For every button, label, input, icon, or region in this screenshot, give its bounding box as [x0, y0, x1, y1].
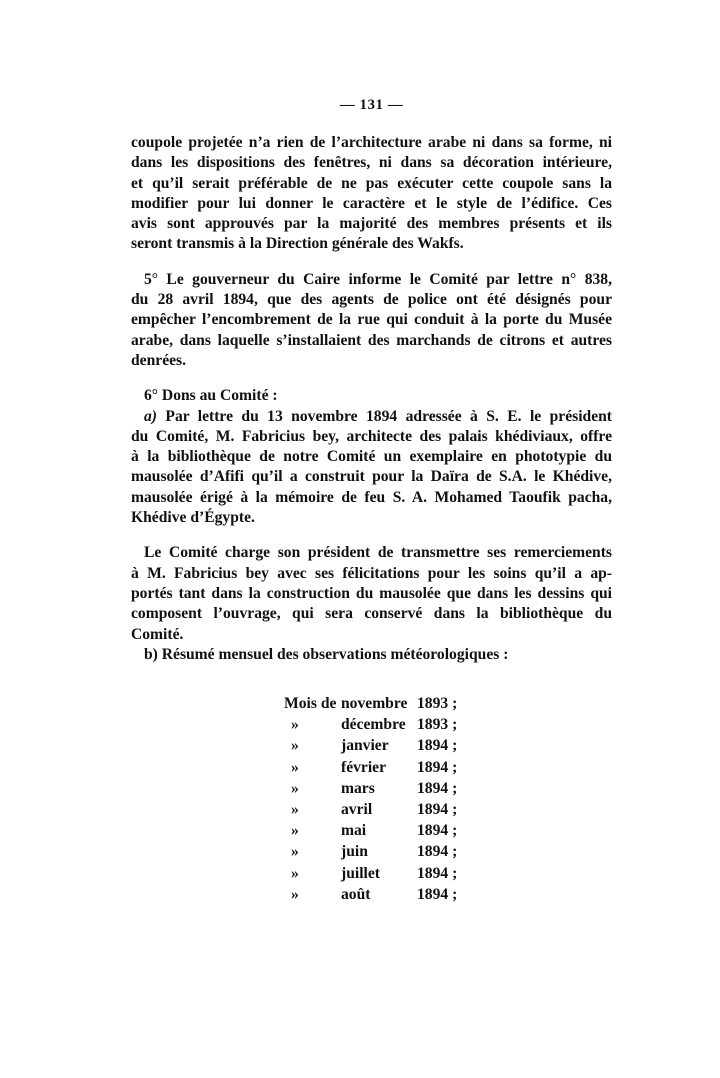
item-marker: a): [144, 407, 157, 425]
month-name: mars: [341, 779, 375, 797]
text-line: à M. Fabricius bey avec ses félicitations pour les soins qu’il a ap-: [131, 564, 612, 582]
ditto-mark: »: [291, 779, 299, 797]
text-line: Comité.: [131, 625, 184, 643]
text-line: arabe, dans laquelle s’installaient des marchands de citrons et autres: [131, 331, 612, 349]
month-year: 1893 ;: [417, 716, 458, 734]
month-name: juin: [341, 843, 368, 861]
text-line: et qu’il serait préférable de ne pas exécuter cette coupole sans la: [131, 174, 612, 192]
month-name: décembre: [341, 716, 406, 734]
text-line: dans les dispositions des fenêtres, ni dans sa décoration intérieure,: [131, 154, 612, 172]
text-line: mausolée érigé à la mémoire de feu S. A. Mohamed Taoufik pacha,: [131, 488, 612, 506]
paragraph-thanks: [131, 543, 612, 665]
text-line: du 28 avril 1894, que des agents de police ont été désignés pour: [131, 291, 612, 309]
text-fragment: Par lettre du 13 novembre 1894 adressée à S. E. le président: [157, 407, 612, 425]
ditto-mark: »: [291, 800, 299, 818]
text-line: modifier pour lui donner le caractère et le style de l’édifice. Ces: [131, 194, 612, 212]
ditto-mark: »: [291, 758, 299, 776]
text-line: 5° Le gouverneur du Caire informe le Comité par lettre n° 838,: [144, 270, 612, 288]
month-name: novembre: [341, 695, 408, 712]
paragraph-donations: [131, 386, 612, 528]
text-line: denrées.: [131, 351, 186, 369]
text-line: empêcher l’encombrement de la rue qui conduit à la porte du Musée: [131, 311, 612, 329]
month-prefix: Mois de: [284, 695, 337, 712]
paragraph-wakfs-decision: [131, 133, 612, 255]
month-year: 1894 ;: [417, 864, 458, 882]
text-line: seront transmis à la Direction générale des Wakfs.: [131, 235, 464, 253]
paragraph-governor-letter: [131, 270, 612, 371]
month-year: 1894 ;: [417, 800, 458, 818]
section-heading: 6° Dons au Comité :: [144, 387, 278, 405]
text-line: composent l’ouvrage, qui sera conservé dans la bibliothèque du: [131, 605, 612, 623]
text-line: Le Comité charge son président de transmettre ses remerciements: [144, 544, 612, 562]
text-line: coupole projetée n’a rien de l’architecture arabe ni dans sa forme, ni: [131, 134, 612, 151]
ditto-mark: »: [291, 885, 299, 903]
subsection-heading: b) Résumé mensuel des observations météorologiques :: [144, 645, 509, 663]
month-name: juillet: [341, 864, 380, 882]
text-line: du Comité, M. Fabricius bey, architecte des palais khédiviaux, offre: [131, 427, 612, 445]
month-year: 1894 ;: [417, 779, 458, 797]
page-number: — 131 —: [339, 97, 404, 113]
text-line: avis sont approuvés par la majorité des membres présents et ils: [131, 215, 612, 233]
text-line: portés tant dans la construction du mausolée que dans les dessins qui: [131, 584, 612, 602]
month-name: janvier: [341, 737, 389, 755]
month-year: 1894 ;: [417, 822, 458, 840]
ditto-mark: »: [291, 843, 299, 861]
month-year: 1894 ;: [417, 843, 458, 861]
text-line: [131, 407, 612, 427]
month-name: mai: [341, 822, 367, 840]
text-line: à la bibliothèque de notre Comité un exemplaire en phototypie du: [131, 448, 612, 466]
text-line: mausolée d’Afifi qu’il a construit pour la Daïra de S.A. le Khédive,: [131, 468, 612, 486]
month-year: 1894 ;: [417, 758, 458, 776]
month-year: 1894 ;: [417, 885, 458, 903]
ditto-mark: »: [291, 737, 299, 755]
month-year: 1893 ;: [417, 695, 458, 712]
ditto-mark: »: [291, 864, 299, 882]
text-line: Khédive d’Égypte.: [131, 509, 255, 527]
ditto-mark: »: [291, 822, 299, 840]
ditto-mark: »: [291, 716, 299, 734]
document-page: [131, 92, 612, 665]
month-name: août: [341, 885, 371, 903]
month-name: février: [341, 758, 387, 776]
month-name: avril: [341, 800, 373, 818]
month-year: 1894 ;: [417, 737, 458, 755]
